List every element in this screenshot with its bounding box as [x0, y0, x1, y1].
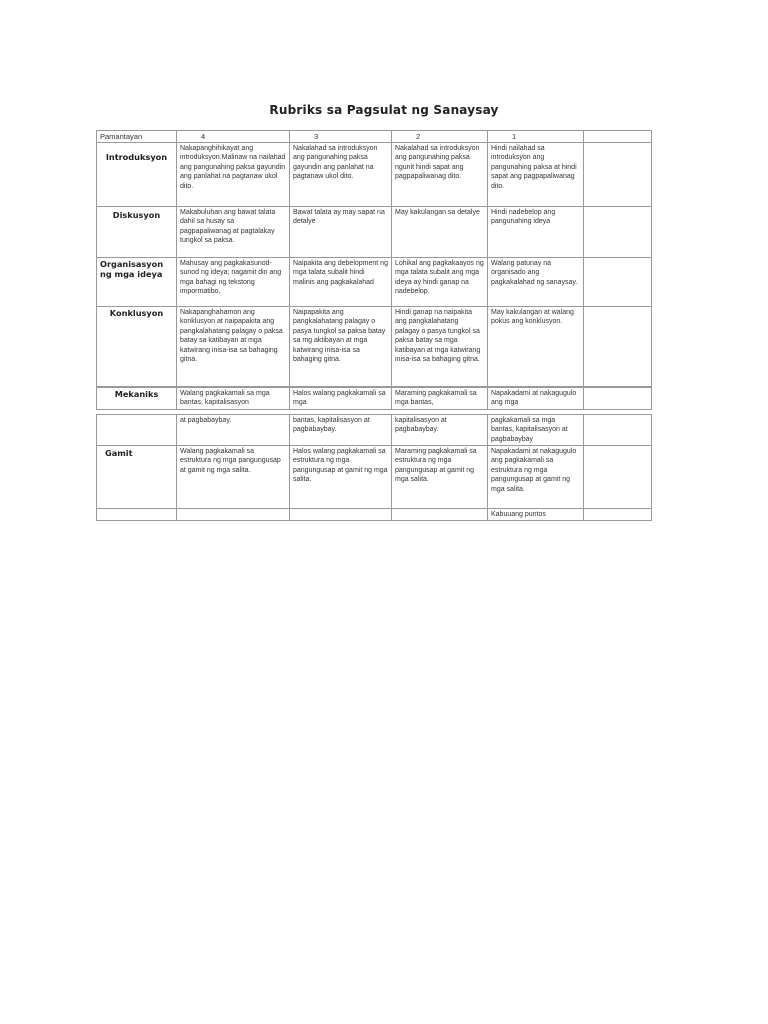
header-row: [97, 131, 652, 143]
cell: Maraming pagkakamali sa mga bantas,: [392, 388, 488, 410]
rubric-cell: Makabuluhan ang bawat talata dahil sa husay sa pagpapaliwanag at pagtalakay tungkol sa paksa.: [177, 207, 290, 258]
total-label: Kabuuang puntos: [488, 509, 584, 521]
criterion-mekaniks: Mekaniks: [97, 388, 177, 410]
cell: Walang pagkakamali sa mga bantas, kapitalisasyon: [177, 388, 290, 410]
cell: pagkakamali sa mga bantas, kapitalisasyon at pagbabaybay: [488, 414, 584, 445]
rubric-cell: Nakalahad sa introduksyon ang pangunahing paksa ngunit hindi sapat ang pagpapaliwanag dito.: [392, 143, 488, 207]
rubric-cell: Nakapanghahamon ang konklusyon at naipapakita ang pangkalahatang palagay o paksa batay sa katibayan at mga katwirang inisa-isa sa bahaging gitna.: [177, 307, 290, 387]
criterion-label: Introduksyon: [97, 143, 177, 207]
rubric-grid-part-3: [96, 414, 652, 522]
cell-empty: [97, 414, 177, 445]
rubric-table: [96, 130, 651, 521]
rubric-cell: Naipapakita ang pangkalahatang palagay o pasya tungkol sa paksa batay sa mg aktibayan at mga katwirang inisa-isa sa bahaging gitna.: [290, 307, 392, 387]
page-title: Rubriks sa Pagsulat ng Sanaysay: [269, 103, 499, 117]
cell: [584, 414, 652, 445]
total-row: [97, 509, 652, 521]
rubric-cell: [584, 207, 652, 258]
header-score-1: 1: [488, 131, 584, 143]
rubric-cell: Hindi nailahad sa introduksyon ang pangunahing paksa at hindi sapat ang pagpapaliwanag dito.: [488, 143, 584, 207]
cell: at pagbabaybay.: [177, 414, 290, 445]
rubric-row: [97, 307, 652, 387]
total-value: [584, 509, 652, 521]
rubric-row: [97, 207, 652, 258]
cell: [584, 388, 652, 410]
cell: Napakadami at nakagugulo ang pagkakamali sa estruktura ng mga pangungusap at gamit ng mga salita.: [488, 446, 584, 509]
rubric-cell: Nakalahad sa introduksyon ang pangunahing paksa gayundin ang panlahat na pagtanaw ukol dito.: [290, 143, 392, 207]
header-extra: [584, 131, 652, 143]
criterion-gamit: Gamit: [97, 446, 177, 509]
criterion-label: Konklusyon: [97, 307, 177, 387]
header-score-4: 4: [177, 131, 290, 143]
cell: [584, 446, 652, 509]
header-score-2: 2: [392, 131, 488, 143]
cell: bantas, kapitalisasyon at pagbabaybay.: [290, 414, 392, 445]
cell-empty: [392, 509, 488, 521]
criterion-label: Diskusyon: [97, 207, 177, 258]
mekaniks-row-top: [97, 388, 652, 410]
cell-empty: [177, 509, 290, 521]
rubric-cell: Mahusay ang pagkakasunod-sunod ng ideya; nagamit din ang mga bahagi ng tekstong impormatibo.: [177, 258, 290, 307]
header-criterion: Pamantayan: [97, 131, 177, 143]
rubric-row: [97, 143, 652, 207]
rubric-cell: Hindi ganap na naipakita ang pangkalahatang palagay o pasya tungkol sa paksa batay sa mga katibayan at mga katwirang inisa-isa sa bahaging gitna.: [392, 307, 488, 387]
rubric-cell: Walang patunay na organisado ang pagkakalahad ng sanaysay.: [488, 258, 584, 307]
cell-empty: [290, 509, 392, 521]
rubric-cell: Naipakita ang debelopment ng mga talata subalit hindi malinis ang pagkakalahad: [290, 258, 392, 307]
cell: Maraming pagkakamali sa estruktura ng mga pangungusap at gamit ng mga salita.: [392, 446, 488, 509]
header-score-3: 3: [290, 131, 392, 143]
cell: Walang pagkakamali sa estruktura ng mga pangungusap at gamit ng mga salita.: [177, 446, 290, 509]
rubric-cell: Hindi nadebelop ang pangunahing ideya: [488, 207, 584, 258]
mekaniks-row-bottom: [97, 414, 652, 445]
rubric-cell: May kakulangan at walang pokus ang konklusyon.: [488, 307, 584, 387]
rubric-cell: May kakulangan sa detalye: [392, 207, 488, 258]
rubric-cell: Bawat talata ay may sapat na detalye: [290, 207, 392, 258]
rubric-cell: [584, 307, 652, 387]
cell-empty: [97, 509, 177, 521]
cell: Halos walang pagkakamali sa estruktura ng mga pangungusap at gamit ng mga salita.: [290, 446, 392, 509]
rubric-grid: [96, 130, 652, 387]
cell: kapitalisasyon at pagbabaybay.: [392, 414, 488, 445]
rubric-cell: Nakapanghihikayat ang introduksyon.Malinaw na nailahad ang pangunahing paksa gayundin ang panlahat na pagtanaw ukol dito.: [177, 143, 290, 207]
gamit-row: [97, 446, 652, 509]
rubric-cell: Lohikal ang pagkakaayos ng mga talata subalit ang mga ideya ay hindi ganap na nadebelop.: [392, 258, 488, 307]
criterion-label: Organisasyon ng mga ideya: [97, 258, 177, 307]
cell: Halos walang pagkakamali sa mga: [290, 388, 392, 410]
cell: Napakadami at nakagugulo ang mga: [488, 388, 584, 410]
rubric-grid-part-2: [96, 387, 652, 410]
rubric-row: [97, 258, 652, 307]
rubric-cell: [584, 258, 652, 307]
rubric-cell: [584, 143, 652, 207]
